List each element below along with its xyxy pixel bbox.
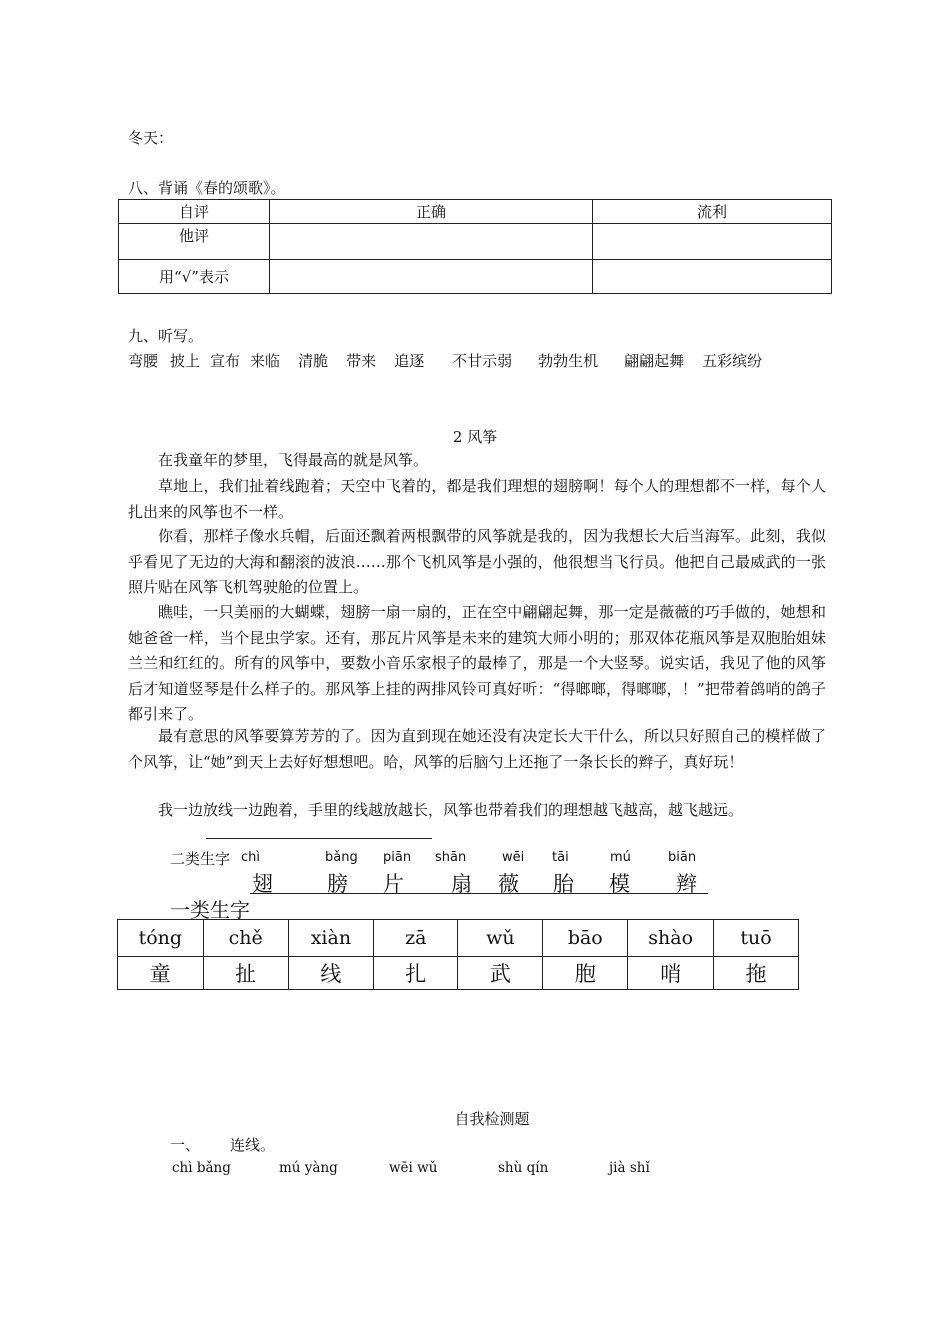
class2-pinyin: bǎng bbox=[325, 850, 358, 865]
row-check-mark-label: 用“√”表示 bbox=[119, 260, 270, 294]
header-correct: 正确 bbox=[270, 200, 593, 224]
class1-char-cell: 童 bbox=[118, 957, 204, 990]
class2-pinyin: shān bbox=[435, 850, 467, 865]
peer-correct-cell[interactable] bbox=[270, 224, 593, 260]
class1-char-cell: 胞 bbox=[543, 957, 628, 990]
class2-char: 扇 bbox=[451, 872, 472, 896]
class1-label: 一类生字 bbox=[170, 898, 250, 922]
dictation-word: 勃勃生机 bbox=[538, 352, 599, 370]
lesson-paragraph-3: 你看，那样子像水兵帽，后面还飘着两根飘带的风筝就是我的，因为我想长大后当海军。此刻，我似乎看见了无边的大海和翻滚的波浪……那个飞机风筝是小强的，他很想当飞行员。他把自己最威武的一张照片贴在风筝飞机驾驶舱的位置上。 bbox=[128, 527, 826, 596]
dictation-word: 追逐 bbox=[394, 352, 425, 370]
lesson-paragraph-2: 草地上，我们扯着线跑着；天空中飞着的，都是我们理想的翅膀啊！每个人的理想都不一样，每个人扎出来的风筝也不一样。 bbox=[128, 477, 826, 521]
class2-pinyin: biān bbox=[668, 850, 697, 865]
dictation-word: 来临 bbox=[250, 352, 281, 370]
matching-pinyin[interactable]: shù qín bbox=[498, 1160, 549, 1176]
class1-pinyin-cell: xiàn bbox=[288, 920, 373, 957]
peer-fluent-cell[interactable] bbox=[593, 224, 832, 260]
matching-pinyin[interactable]: wēi wǔ bbox=[389, 1160, 438, 1176]
winter-label: 冬天： bbox=[128, 129, 174, 147]
dictation-word: 翩翩起舞 bbox=[624, 352, 685, 370]
class1-char-cell: 线 bbox=[288, 957, 373, 990]
lesson-title: 2 风筝 bbox=[452, 428, 498, 446]
class1-pinyin-cell: shào bbox=[628, 920, 714, 957]
class2-label: 二类生字 bbox=[170, 850, 231, 868]
dictation-word: 五彩缤纷 bbox=[702, 352, 763, 370]
evaluation-table bbox=[118, 199, 832, 294]
self-test-title: 自我检测题 bbox=[454, 1110, 530, 1128]
class1-char-cell: 武 bbox=[458, 957, 543, 990]
section-9-title: 九、听写。 bbox=[128, 327, 204, 345]
dictation-word: 清脆 bbox=[298, 352, 329, 370]
dictation-word-list bbox=[128, 350, 762, 371]
row-peer-eval-label: 他评 bbox=[119, 224, 270, 260]
class2-pinyin: piān bbox=[383, 850, 412, 865]
class1-pinyin-cell: bāo bbox=[543, 920, 628, 957]
class2-char: 胎 bbox=[553, 872, 574, 896]
question-1-number: 一、 bbox=[170, 1136, 201, 1154]
lesson-paragraph-4: 瞧哇，一只美丽的大蝴蝶，翅膀一扇一扇的，正在空中翩翩起舞，那一定是薇薇的巧手做的，她想和她爸爸一样，当个昆虫学家。还有，那瓦片风筝是未来的建筑大师小明的；那双体花瓶风筝是双胞胎姐妹兰兰和红红的。所有的风筝中，要数小音乐家根子的最棒了，那是一个大竖琴。说实话，我见了他的风筝后才知道竖琴是什么样子的。那风筝上挂的两排风铃可真好听：“得啷啷，得啷啷，！”把带着鸽哨的鸽子都引来了。 bbox=[128, 603, 826, 723]
class1-char-cell: 哨 bbox=[628, 957, 714, 990]
lesson-paragraph-6: 我一边放线一边跑着，手里的线越放越长，风筝也带着我们的理想越飞越高，越飞越远。 bbox=[158, 801, 744, 819]
matching-pinyin[interactable]: chì bǎng bbox=[172, 1160, 231, 1176]
class1-char-cell: 扎 bbox=[374, 957, 458, 990]
class2-pinyin: chì bbox=[241, 850, 260, 865]
header-fluent: 流利 bbox=[593, 200, 832, 224]
dictation-word: 弯腰 bbox=[128, 352, 159, 370]
class2-pinyin: mú bbox=[610, 850, 631, 865]
class2-char: 片 bbox=[383, 872, 404, 896]
class1-char-table bbox=[117, 919, 799, 990]
check-fluent-cell[interactable] bbox=[593, 260, 832, 294]
lesson-paragraph-5: 最有意思的风筝要算芳芳的了。因为直到现在她还没有决定长大干什么，所以只好照自己的模样做了个风筝，让“她”到天上去好好想想吧。哈，风筝的后脑勺上还拖了一条长长的辫子，真好玩！ bbox=[128, 727, 826, 771]
question-1-text: 连线。 bbox=[230, 1136, 276, 1154]
class2-underline bbox=[250, 893, 708, 894]
dictation-word: 带来 bbox=[346, 352, 377, 370]
check-correct-cell[interactable] bbox=[270, 260, 593, 294]
class2-pinyin: wēi bbox=[502, 850, 525, 865]
class2-char: 模 bbox=[609, 872, 630, 896]
matching-pinyin[interactable]: jià shǐ bbox=[609, 1160, 650, 1176]
class2-char: 薇 bbox=[498, 872, 519, 896]
class2-char: 辫 bbox=[676, 872, 697, 896]
divider-line bbox=[206, 838, 432, 839]
matching-pinyin[interactable]: mú yàng bbox=[279, 1160, 338, 1176]
section-8-title: 八、背诵《春的颂歌》。 bbox=[128, 179, 286, 197]
class2-char: 翅 bbox=[252, 872, 273, 896]
class2-char: 膀 bbox=[327, 872, 348, 896]
class1-pinyin-cell: tóng bbox=[118, 920, 204, 957]
class1-pinyin-cell: tuō bbox=[714, 920, 799, 957]
class1-pinyin-cell: zā bbox=[374, 920, 458, 957]
class1-char-cell: 拖 bbox=[714, 957, 799, 990]
class1-char-cell: 扯 bbox=[203, 957, 288, 990]
dictation-word: 宣布 bbox=[210, 352, 241, 370]
class1-pinyin-cell: chě bbox=[203, 920, 288, 957]
class2-pinyin: tāi bbox=[552, 850, 569, 865]
header-self-eval: 自评 bbox=[119, 200, 270, 224]
class1-pinyin-cell: wǔ bbox=[458, 920, 543, 957]
dictation-word: 不甘示弱 bbox=[452, 352, 513, 370]
dictation-word: 披上 bbox=[170, 352, 201, 370]
lesson-paragraph-1: 在我童年的梦里，飞得最高的就是风筝。 bbox=[158, 451, 429, 469]
